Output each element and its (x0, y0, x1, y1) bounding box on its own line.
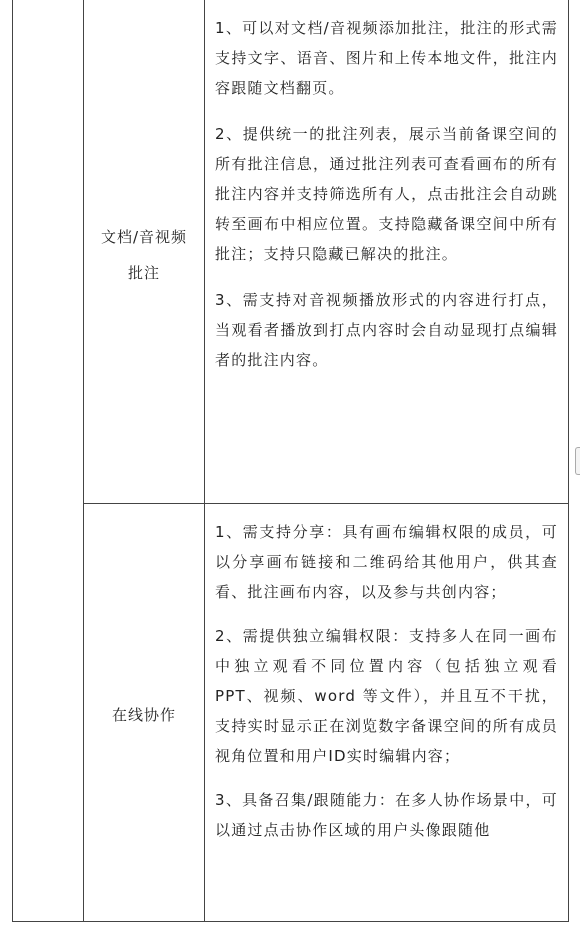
description-cell-annotation (204, 0, 569, 504)
side-scroll-handle[interactable] (575, 447, 580, 475)
requirement-item: 3、需支持对音视频播放形式的内容进行打点，当观看者播放到打点内容时会自动显现打点编辑者的批注内容。 (215, 291, 558, 369)
requirement-item: 1、可以对文档/音视频添加批注，批注的形式需支持文字、语音、图片和上传本地文件，批注内容跟随文档翻页。 (215, 19, 558, 97)
requirements-table (12, 0, 569, 922)
feature-cell-annotation (83, 0, 204, 504)
requirement-item: 1、需支持分享：具有画布编辑权限的成员，可以分享画布链接和二维码给其他用户，供其查看、批注画布内容，以及参与共创内容； (215, 523, 558, 601)
feature-name: 在线协作 (111, 706, 176, 724)
category-cell (12, 0, 83, 922)
requirement-item: 3、具备召集/跟随能力：在多人协作场景中，可以通过点击协作区域的用户头像跟随他 (215, 791, 558, 839)
feature-cell-collaboration (83, 504, 204, 922)
requirement-item: 2、需提供独立编辑权限：支持多人在同一画布中独立观看不同位置内容（包括独立观看 PPT、视频、word 等文件），并且互不干扰，支持实时显示正在浏览数字备课空间的所有成员视角位置和用户ID实时编辑内容； (215, 627, 558, 765)
feature-name: 文档/音视频 批注 (100, 228, 188, 282)
requirement-item: 2、提供统一的批注列表，展示当前备课空间的所有批注信息，通过批注列表可查看画布的所有批注内容并支持筛选所有人，点击批注会自动跳转至画布中相应位置。支持隐藏备课空间中所有批注；支持只隐藏已解决的批注。 (215, 125, 558, 263)
description-cell-collaboration (204, 504, 569, 922)
